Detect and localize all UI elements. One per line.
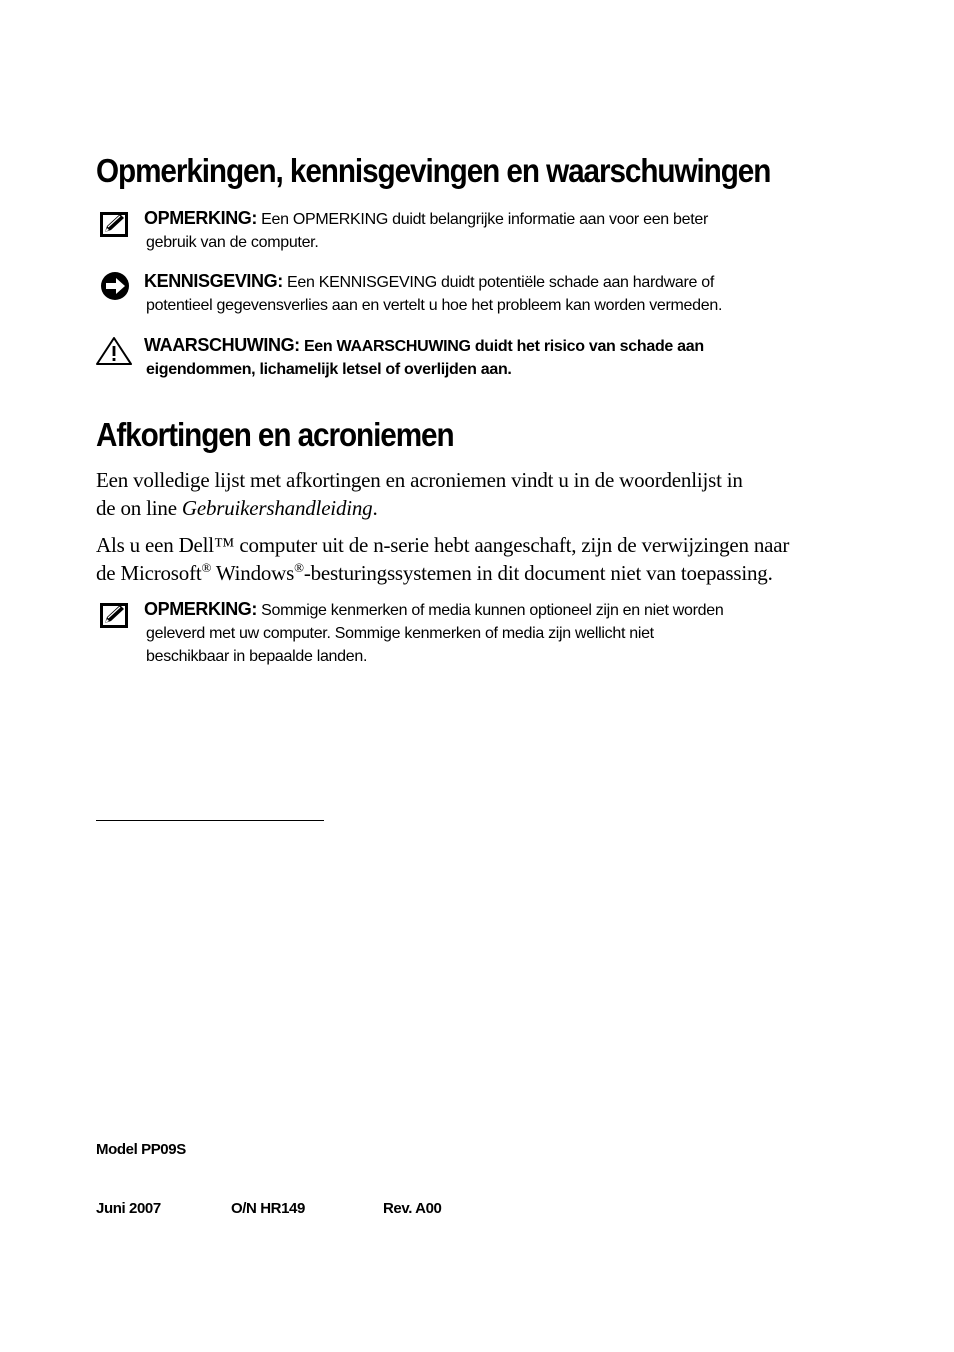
publication-date: Juni 2007 (96, 1200, 161, 1217)
notice-text-line2: potentieel gegevensverlies aan en vertelt u hoe het probleem kan worden vermeden. (146, 297, 723, 314)
windows-text: Windows (211, 561, 295, 585)
pencil-note-icon (96, 600, 132, 630)
registered-mark: ® (201, 560, 212, 575)
paragraph-glossary-line2-suffix: . (372, 496, 378, 520)
warning-block (96, 334, 836, 381)
users-guide-title: Gebruikershandleiding (181, 496, 373, 520)
microsoft-text: de Microsoft (96, 561, 202, 585)
note2-text-line2: geleverd met uw computer. Sommige kenmerken of media zijn wellicht niet (146, 625, 654, 642)
paragraph-glossary (96, 466, 836, 522)
note2-text-line3: beschikbaar in bepaalde landen. (146, 648, 368, 665)
note-block-2 (96, 598, 836, 668)
warning-triangle-icon (96, 336, 132, 366)
part-number: O/N HR149 (231, 1200, 305, 1217)
notice-label: KENNISGEVING: (144, 271, 283, 291)
revision: Rev. A00 (383, 1200, 442, 1217)
notice-block (96, 270, 836, 317)
note2-text-line1: Sommige kenmerken of media kunnen optioneel zijn en niet worden (261, 602, 724, 619)
paragraph-n-series (96, 531, 836, 587)
paragraph-n-series-line1: Als u een Dell™ computer uit de n-serie hebt aangeschaft, zijn de verwijzingen naar (96, 533, 790, 557)
note-block (96, 207, 836, 254)
note-label: OPMERKING: (144, 208, 258, 228)
pencil-note-icon (96, 209, 132, 239)
section-title-abbreviations: Afkortingen en acroniemen (96, 416, 454, 453)
footer-divider (96, 820, 324, 821)
notice-text-line1: Een KENNISGEVING duidt potentiële schade aan hardware of (286, 274, 714, 291)
note2-label: OPMERKING: (144, 599, 258, 619)
section-title-notes: Opmerkingen, kennisgevingen en waarschuwingen (96, 152, 771, 189)
registered-mark: ® (294, 560, 304, 575)
warning-label: WAARSCHUWING: (144, 335, 300, 355)
paragraph-glossary-line1: Een volledige lijst met afkortingen en acroniemen vindt u in de woordenlijst in (96, 468, 743, 492)
paragraph-glossary-line2-prefix: de on line (96, 496, 182, 520)
warning-text-line1: Een WAARSCHUWING duidt het risico van schade aan (303, 338, 704, 355)
note-text-line2: gebruik van de computer. (146, 234, 319, 251)
warning-text-line2: eigendommen, lichamelijk letsel of overlijden aan. (146, 361, 512, 378)
note-text-line1: Een OPMERKING duidt belangrijke informatie aan voor een beter (261, 211, 709, 228)
arrow-circle-notice-icon (96, 272, 132, 302)
model-number: Model PP09S (96, 1141, 186, 1158)
paragraph-n-series-rest: -besturingssystemen in dit document niet van toepassing. (303, 561, 773, 585)
